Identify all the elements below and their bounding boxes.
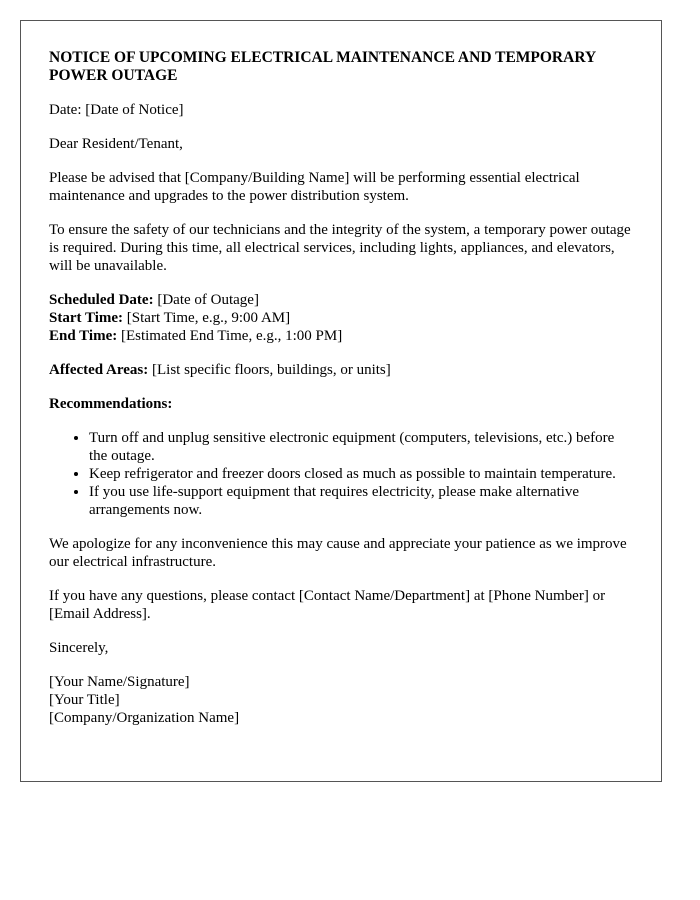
affected-areas <box>49 361 633 379</box>
salutation: Dear Resident/Tenant, <box>49 136 183 152</box>
signature-title: [Your Title] <box>49 692 120 708</box>
start-time <box>49 309 633 327</box>
start-time-label: Start Time: <box>49 310 124 326</box>
notice-document <box>20 20 662 782</box>
scheduled-date-value: [Date of Outage] <box>153 292 259 308</box>
affected-areas-label: Affected Areas: <box>49 362 149 378</box>
signature-block <box>49 673 633 727</box>
scheduled-date-label: Scheduled Date: <box>49 292 154 308</box>
recommendations-heading <box>49 395 633 413</box>
notice-title: NOTICE OF UPCOMING ELECTRICAL MAINTENANCE AND TEMPORARY POWER OUTAGE <box>49 49 596 84</box>
signature-name: [Your Name/Signature] <box>49 674 190 690</box>
recommendations-list <box>49 429 633 519</box>
safety-paragraph: To ensure the safety of our technicians and the integrity of the system, a temporary power outage is required. During this time, all electrical services, including lights, appliances, and elevators, will be unavailable. <box>49 222 631 274</box>
start-time-value: [Start Time, e.g., 9:00 AM] <box>123 310 291 326</box>
list-item: • Keep refrigerator and freezer doors closed as much as possible to maintain temperature. <box>89 465 633 483</box>
recommendations-heading-text: Recommendations: <box>49 396 173 412</box>
scheduled-date <box>49 291 633 309</box>
list-item: • If you use life-support equipment that requires electricity, please make alternative arrangements now. <box>89 483 633 519</box>
closing: Sincerely, <box>49 640 109 656</box>
end-time-label: End Time: <box>49 328 118 344</box>
list-item: • Turn off and unplug sensitive electronic equipment (computers, televisions, etc.) before the outage. <box>89 429 633 465</box>
apology-paragraph: We apologize for any inconvenience this may cause and appreciate your patience as we improve our electrical infrastructure. <box>49 536 627 570</box>
end-time-value: [Estimated End Time, e.g., 1:00 PM] <box>117 328 343 344</box>
intro-paragraph: Please be advised that [Company/Building Name] will be performing essential electrical maintenance and upgrades to the power distribution system. <box>49 170 580 204</box>
schedule-block <box>49 291 633 345</box>
affected-areas-value: [List specific floors, buildings, or units] <box>148 362 391 378</box>
signature-organization: [Company/Organization Name] <box>49 710 240 726</box>
notice-date: Date: [Date of Notice] <box>49 102 184 118</box>
contact-paragraph: If you have any questions, please contact [Contact Name/Department] at [Phone Number] or [Email Address]. <box>49 588 606 622</box>
end-time <box>49 327 633 345</box>
